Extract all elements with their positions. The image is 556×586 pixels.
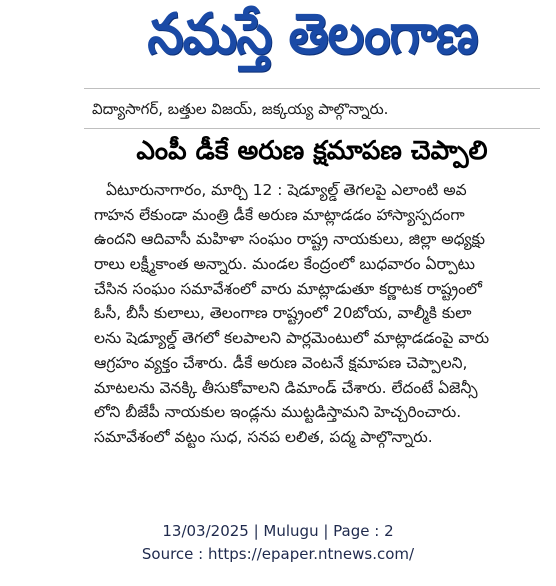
next-article-cut-headline <box>164 500 464 508</box>
article-line: రాలు లక్ష్మీకాంత అన్నారు. మండల కేంద్రంలో బుధవారం ఏర్పాటు <box>94 255 475 274</box>
article-body <box>94 178 540 450</box>
article-line: మాటలను వెనక్కి తీసుకోవాలని డిమాండ్ చేశారు. లేదంటే ఏజెన్సీ <box>94 378 478 397</box>
article-line: గాహన లేకుండా మంత్రి డీకే అరుణ మాట్లాడడం హాస్యాస్పదంగా <box>94 205 465 224</box>
article-line: ఓసీ, బీసీ కులాలు, తెలంగాణ రాష్ట్రంలో 20బోయ, వాల్మీకి కులా <box>94 304 472 323</box>
masthead-rule <box>84 88 540 89</box>
edition-info: 13/03/2025 | Mulugu | Page : 2 <box>162 522 394 540</box>
previous-article-tail: విద్యాసాగర్, బత్తుల విజయ్, జక్కయ్య పాల్గొన్నారు. <box>92 100 389 118</box>
article-line: లోని బీజేపీ నాయకుల ఇండ్లను ముట్టడిస్తామని హెచ్చరించారు. <box>94 403 462 422</box>
article-line: లను షెడ్యూల్డ్ తెగలో కలపాలని పార్లమెంటులో మాట్లాడడంపై వారు <box>94 329 490 348</box>
article-headline: ఎంపీ డీకే అరుణ క్షమాపణ చెప్పాలి <box>136 136 488 166</box>
article-line: చేసిన సంఘం సమావేశంలో వారు మాట్లాడుతూ కర్ణాటక రాష్ట్రంలో <box>94 279 482 298</box>
article-line: సమావేశంలో వట్టం సుధ, సనప లలిత, పద్మ పాల్గొన్నారు. <box>94 427 433 446</box>
newspaper-clipping <box>84 0 540 508</box>
masthead-title: నమస్తే తెలంగాణ <box>146 1 478 67</box>
clipping-footer <box>0 520 556 565</box>
article-line: ఏటూరునాగారం, మార్చి 12 : షెడ్యూల్డ్ తెగలపై ఎలాంటి అవ <box>106 181 467 199</box>
source-link[interactable]: Source : https://epaper.ntnews.com/ <box>141 545 415 563</box>
article-line: ఉందని ఆదివాసీ మహిళా సంఘం రాష్ట్ర నాయకులు, జిల్లా అధ్యక్షు <box>94 230 486 249</box>
section-divider <box>84 128 540 129</box>
article-headline-container <box>84 135 540 173</box>
masthead <box>84 2 540 80</box>
article-line: ఆగ్రహం వ్యక్తం చేశారు. డీకే అరుణ వెంటనే క్షమాపణ చెప్పాలని, <box>94 353 468 372</box>
